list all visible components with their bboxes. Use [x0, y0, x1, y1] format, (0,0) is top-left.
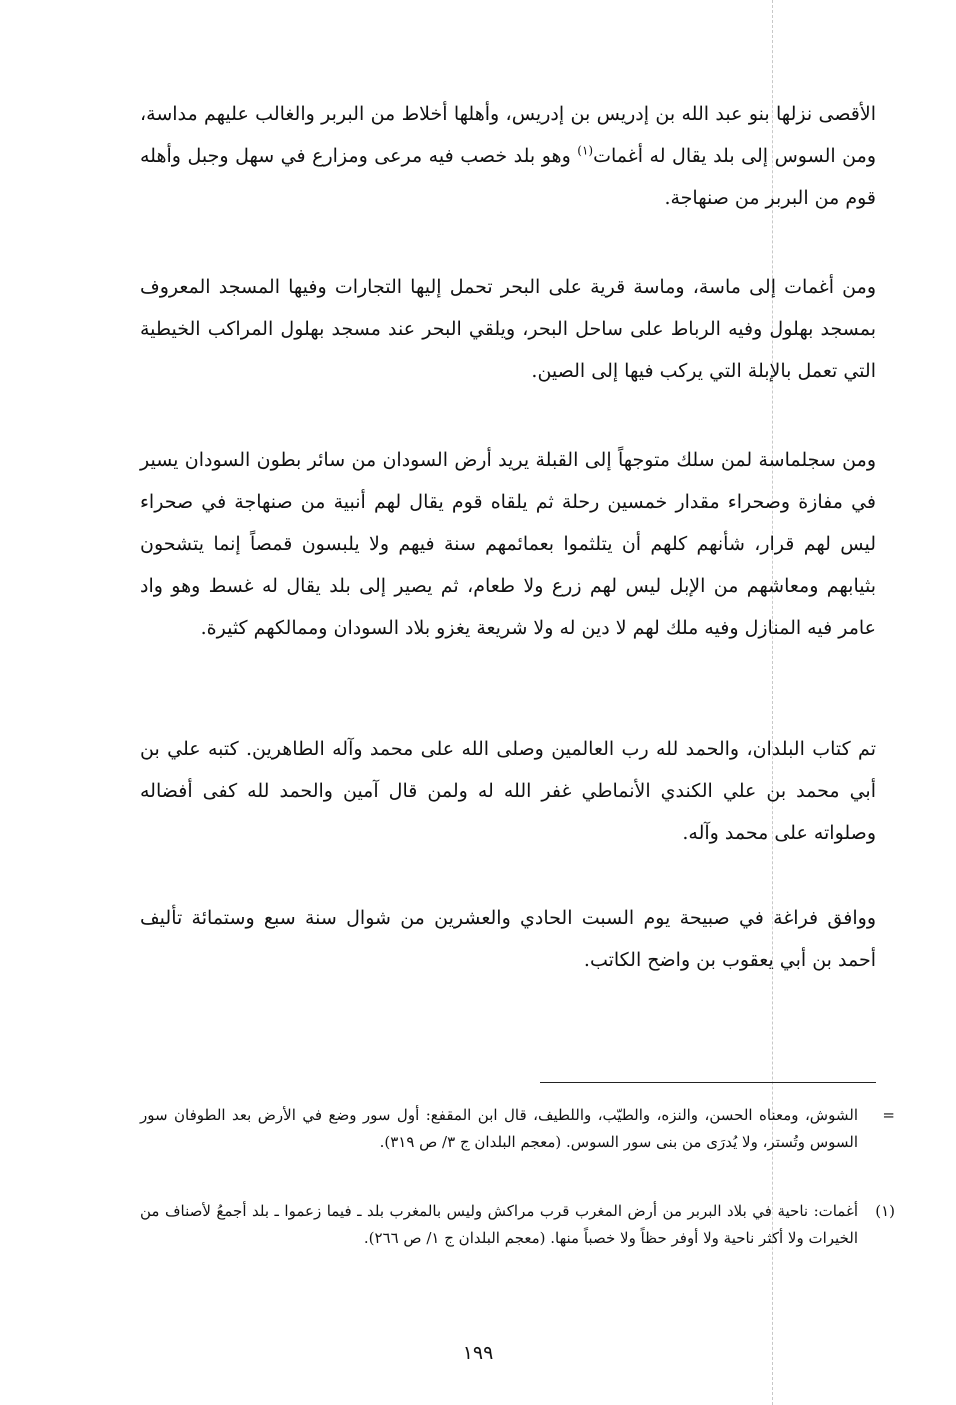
footnote-text: أغمات: ناحية في بلاد البربر من أرض المغرب قرب مراكش وليس بالمغرب بلد ـ فيما زعموا ـ بلد أجمعُ لأصناف من الخيرات ولا أكثر ناحية ولا أوفر حظاً ولا خصباً منها. (معجم البلدان ج ١/ ص ٢٦٦).: [140, 1202, 858, 1247]
paragraph-3: ومن سجلماسة لمن سلك متوجهاً إلى القبلة يريد أرض السودان من سائر بطون السودان يسير في مفازة وصحراء مقدار خمسين رحلة ثم يلقاه قوم يقال لهم أنبية من صنهاجة في صحراء ليس لهم قرار، شأنهم كلهم أن يتلثموا بعمائمهم سنة فيهم ولا يلبسون قمصاً إنما يتشحون بثيابهم ومعاشهم من الإبل ليس لهم زرع ولا طعام، ثم يصير إلى بلد يقال له غسط وهو واد عامر فيه المنازل وفيه ملك لهم لا دين له ولا شريعة يغزو بلاد السودان وممالكهم كثيرة.: [140, 449, 876, 639]
paragraph-2: ومن أغمات إلى ماسة، وماسة قرية على البحر تحمل إليها التجارات وفيها المسجد المعروف بمسجد بهلول وفيه الرباط على ساحل البحر، ويلقي البحر عند مسجد بهلول المراكب الخيطية التي تعمل بالإبلة التي يركب فيها إلى الصين.: [140, 276, 876, 382]
footnote-1: [140, 1198, 895, 1252]
paragraph-colophon: تم كتاب البلدان، والحمد لله رب العالمين وصلى الله على محمد وآله الطاهرين. كتبه علي بن أبي محمد بن علي الكندي الأنماطي غفر الله له ولمن قال آمين والحمد لله كفى أفضاله وصلواته على محمد وآله.: [140, 738, 876, 844]
footnote-text: الشوش، ومعناه الحسن، والنزه، والطيّب، واللطيف، قال ابن المقفع: أول سور وضع في الأرض بعد الطوفان سور السوس وتُستر، ولا يُدرَى من بنى سور السوس. (معجم البلدان ج ٣/ ص ٣١٩).: [140, 1106, 858, 1151]
paragraph-1: [140, 93, 876, 219]
paragraph-1-text: الأقصى نزلها بنو عبد الله بن إدريس بن إدريس، وأهلها أخلاط من البربر والغالب عليهم مداسة، ومن السوس إلى بلد يقال له أغمات: [140, 103, 876, 167]
footnote-marker: =: [882, 1106, 895, 1124]
footnote-reference-1[interactable]: (١): [577, 143, 594, 158]
page-number: ١٩٩: [462, 1342, 494, 1364]
footnote-separator: [540, 1082, 876, 1083]
paragraph-1-tail: وهو بلد خصب فيه مرعى ومزارع في سهل وجبل وأهله قوم من البربر من صنهاجة.: [140, 145, 876, 209]
footnote-marker: (١): [875, 1202, 895, 1220]
paragraph-completion-date: ووافق فراغة في صبيحة يوم السبت الحادي والعشرين من شوال سنة سبع وستمائة تأليف أحمد بن أبي يعقوب بن واضح الكاتب.: [140, 907, 876, 971]
footnote-continued: [140, 1102, 895, 1156]
